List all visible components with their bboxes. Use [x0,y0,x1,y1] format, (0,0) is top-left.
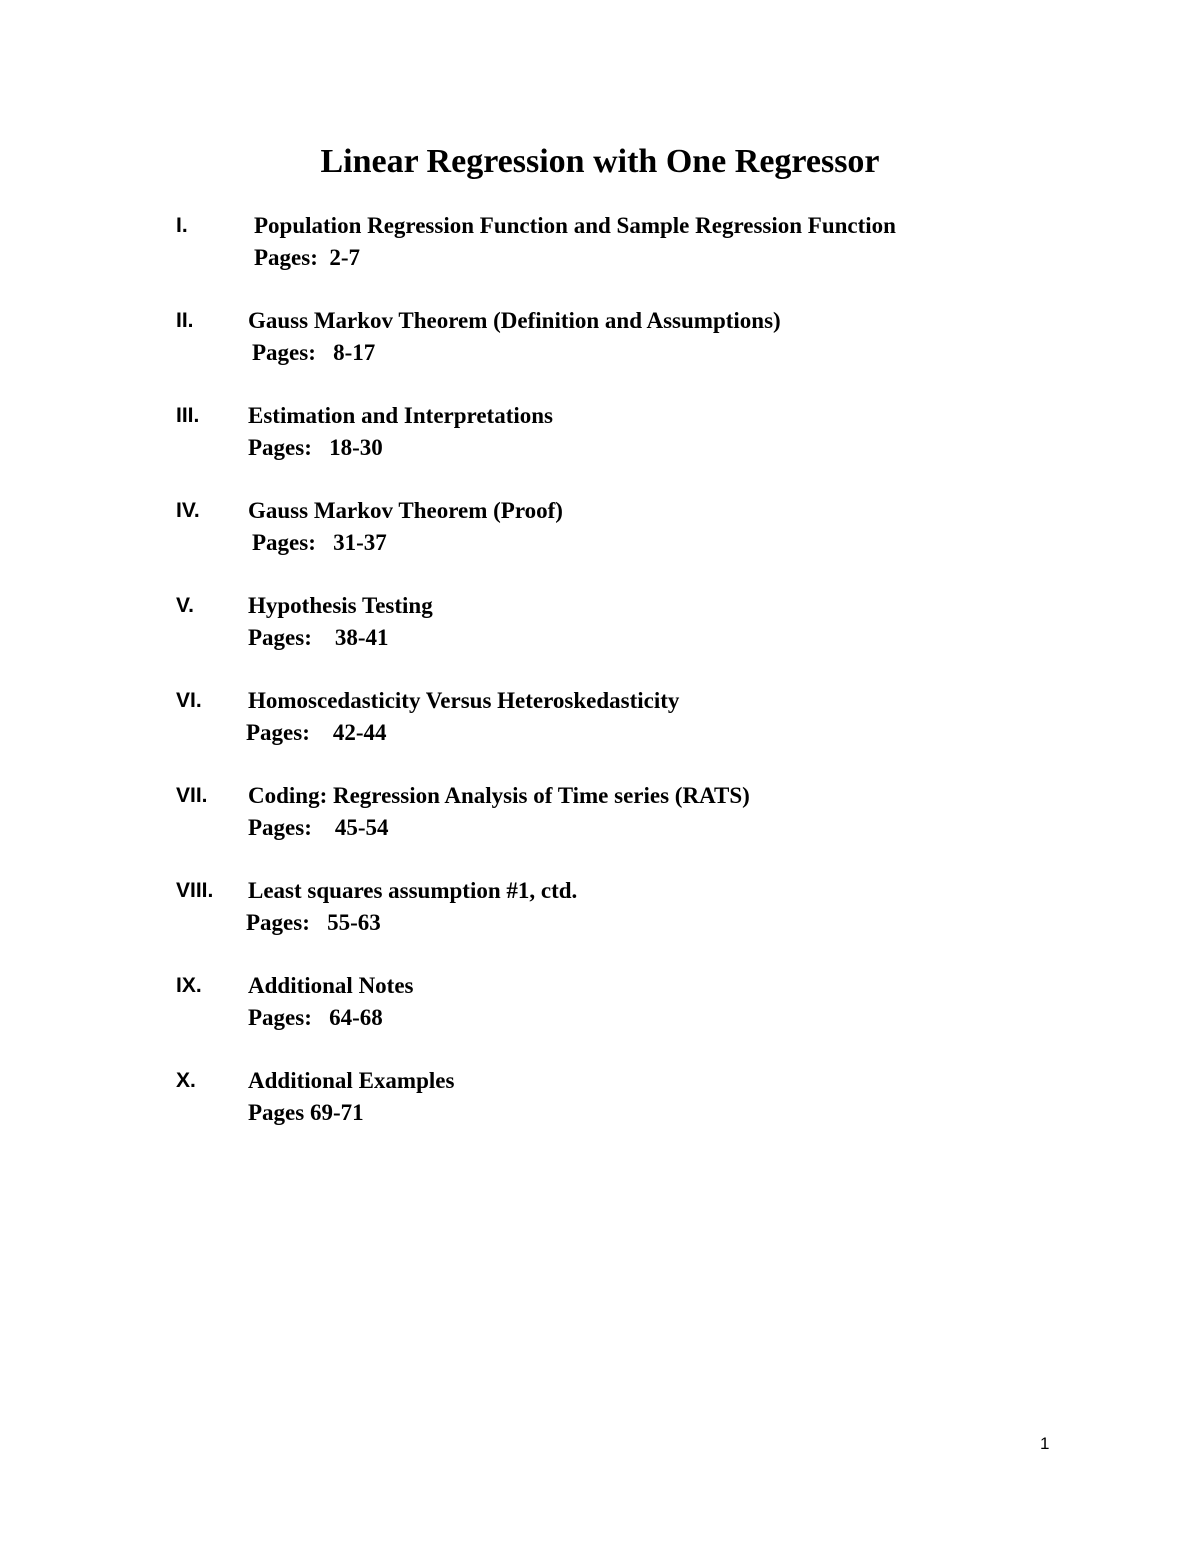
toc-entry-3 [176,398,1076,493]
toc-numeral: X. [176,1069,196,1092]
toc-title: Gauss Markov Theorem (Proof) [248,498,563,523]
toc-title: Homoscedasticity Versus Heteroskedasticity [248,688,680,713]
toc-title: Additional Notes [248,973,414,998]
toc-numeral: IV. [176,499,200,522]
page-number: 1 [1040,1434,1050,1453]
toc-numeral: VIII. [176,879,214,902]
toc-pages: Pages: 38-41 [248,625,389,650]
toc-title: Hypothesis Testing [248,593,433,618]
toc-pages: Pages: 45-54 [248,815,389,840]
toc-numeral: II. [176,309,194,332]
toc-title: Additional Examples [248,1068,455,1093]
toc-numeral: VI. [176,689,202,712]
page-title: Linear Regression with One Regressor [320,143,880,180]
toc-entry-6 [176,683,1076,778]
toc-numeral: V. [176,594,194,617]
toc-entry-2 [176,303,1076,398]
toc-entry-4 [176,493,1076,588]
toc-entry-10 [176,1063,1076,1158]
toc-pages: Pages: 18-30 [248,435,383,460]
toc-title: Least squares assumption #1, ctd. [248,878,578,903]
toc-numeral: I. [176,214,188,237]
toc-entry-1 [176,208,1076,303]
toc-pages: Pages: 8-17 [252,340,376,365]
toc-numeral: III. [176,404,200,427]
toc-entry-7 [176,778,1076,873]
toc-entry-8 [176,873,1076,968]
toc-pages: Pages: 2-7 [254,245,361,270]
toc-entry-9 [176,968,1076,1063]
toc-title: Gauss Markov Theorem (Definition and Assumptions) [248,308,781,333]
toc-numeral: VII. [176,784,208,807]
toc-pages: Pages: 31-37 [252,530,387,555]
toc-pages: Pages 69-71 [248,1100,364,1125]
toc-numeral: IX. [176,974,202,997]
toc-entry-5 [176,588,1076,683]
toc-title: Coding: Regression Analysis of Time series (RATS) [248,783,750,808]
toc-title: Estimation and Interpretations [248,403,553,428]
table-of-contents [176,208,1076,1158]
toc-pages: Pages: 55-63 [246,910,381,935]
toc-pages: Pages: 64-68 [248,1005,383,1030]
toc-title: Population Regression Function and Sample Regression Function [254,213,896,238]
toc-pages: Pages: 42-44 [246,720,387,745]
